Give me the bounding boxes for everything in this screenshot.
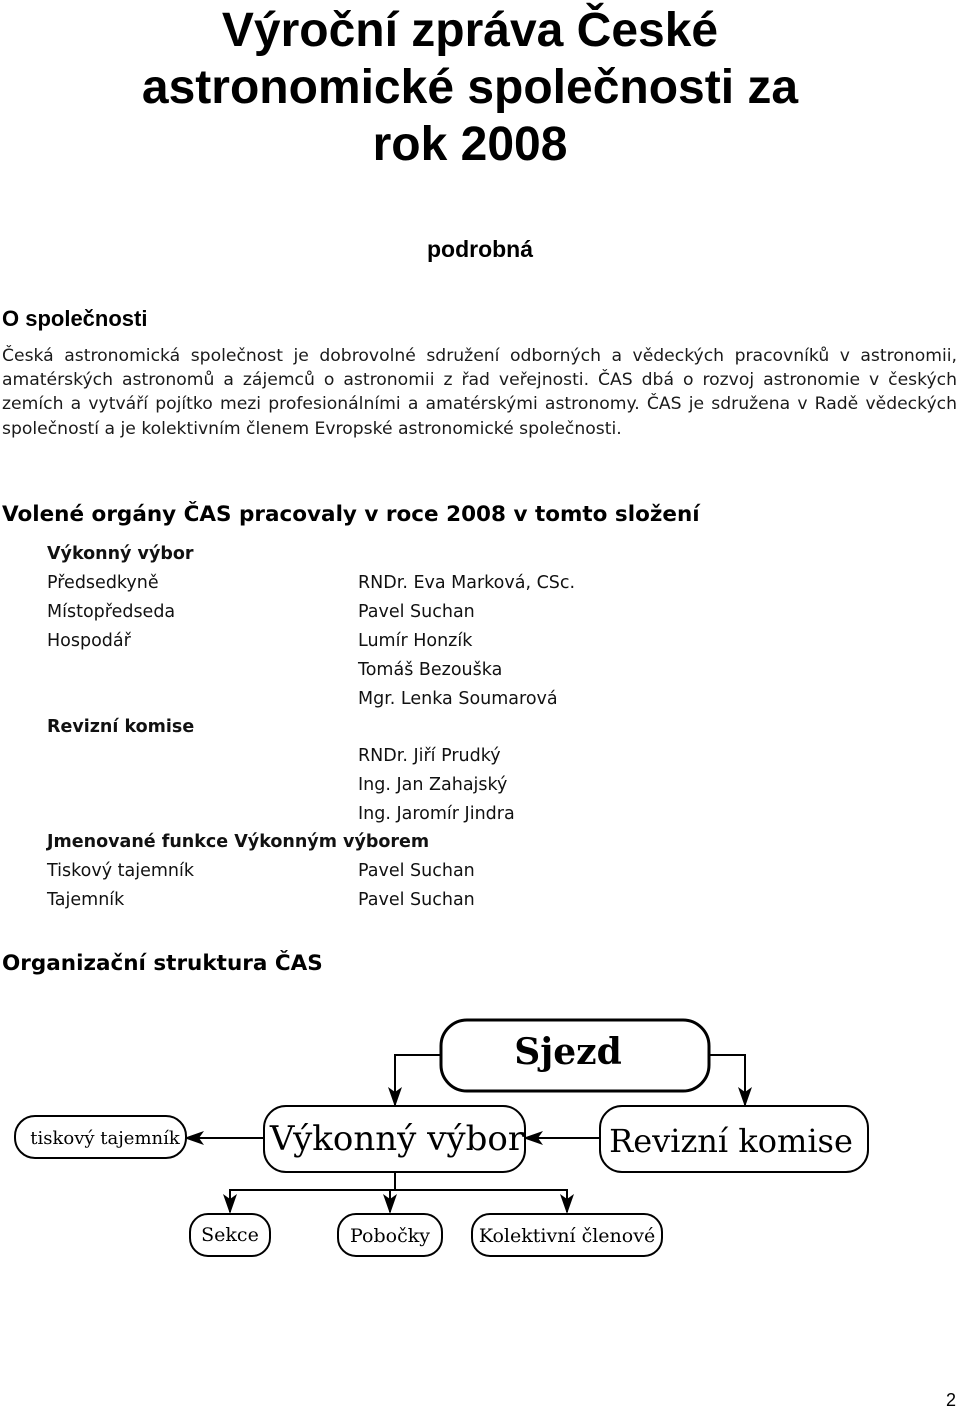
arrow-executive-to-collective — [395, 1190, 567, 1212]
vice-role: Místopředseda — [47, 602, 176, 622]
press-name: Pavel Suchan — [358, 861, 475, 881]
vice-name: Pavel Suchan — [358, 602, 475, 622]
structure-heading: Organizační struktura ČAS — [2, 951, 323, 976]
node-branches: Pobočky — [350, 1225, 430, 1247]
organs-heading: Volené orgány ČAS pracovaly v roce 2008 v tomto složení — [2, 502, 700, 527]
document-subtitle: podrobná — [426, 236, 534, 262]
node-sections: Sekce — [201, 1224, 259, 1246]
press-role: Tiskový tajemník — [47, 861, 194, 881]
treasurer-role: Hospodář — [47, 631, 131, 651]
audit-member-3: Ing. Jaromír Jindra — [358, 804, 515, 824]
executive-member-1: Tomáš Bezouška — [358, 660, 503, 680]
node-congress: Sjezd — [514, 1031, 622, 1073]
node-executive: Výkonný výbor — [269, 1119, 525, 1159]
page-number: 2 — [945, 1390, 956, 1410]
document-title — [0, 2, 940, 173]
audit-heading: Revizní komise — [47, 717, 195, 737]
chair-name: RNDr. Eva Marková, CSc. — [358, 573, 576, 593]
node-press: tiskový tajemník — [30, 1128, 180, 1149]
about-heading: O společnosti — [2, 306, 148, 331]
secretary-role: Tajemník — [47, 890, 125, 910]
treasurer-name: Lumír Honzík — [358, 631, 473, 651]
title-line-2: astronomické společnosti za — [141, 61, 799, 114]
executive-member-2: Mgr. Lenka Soumarová — [358, 689, 558, 709]
executive-heading: Výkonný výbor — [47, 544, 194, 564]
about-paragraph: Česká astronomická společnost je dobrovolné sdružení odborných a vědeckých pracovníků v astronomii, amatérských astronomů a zájemců o astronomii z řad veřejnosti. ČAS dbá o rozvoj astronomie v českých zemích a vytváří pojítko mezi profesionálními a amatérskými astronomy. ČAS je sdružena v Radě vědeckých společností a je kolektivním členem Evropské astronomické společnosti. — [2, 346, 957, 439]
arrow-executive-to-branches — [390, 1190, 395, 1212]
node-collective: Kolektivní členové — [478, 1225, 656, 1247]
title-line-1: Výroční zpráva České — [221, 4, 719, 57]
arrow-congress-to-executive — [395, 1055, 445, 1105]
node-audit: Revizní komise — [609, 1122, 853, 1160]
arrow-executive-to-sections — [230, 1172, 395, 1212]
secretary-name: Pavel Suchan — [358, 890, 475, 910]
audit-member-1: RNDr. Jiří Prudký — [358, 746, 501, 766]
org-structure-diagram — [0, 1000, 960, 1300]
title-line-3: rok 2008 — [372, 118, 568, 171]
appointed-heading: Jmenované funkce Výkonným výborem — [47, 832, 430, 852]
chair-role: Předsedkyně — [47, 573, 159, 593]
arrow-congress-to-audit — [705, 1055, 745, 1105]
audit-member-2: Ing. Jan Zahajský — [358, 775, 508, 795]
